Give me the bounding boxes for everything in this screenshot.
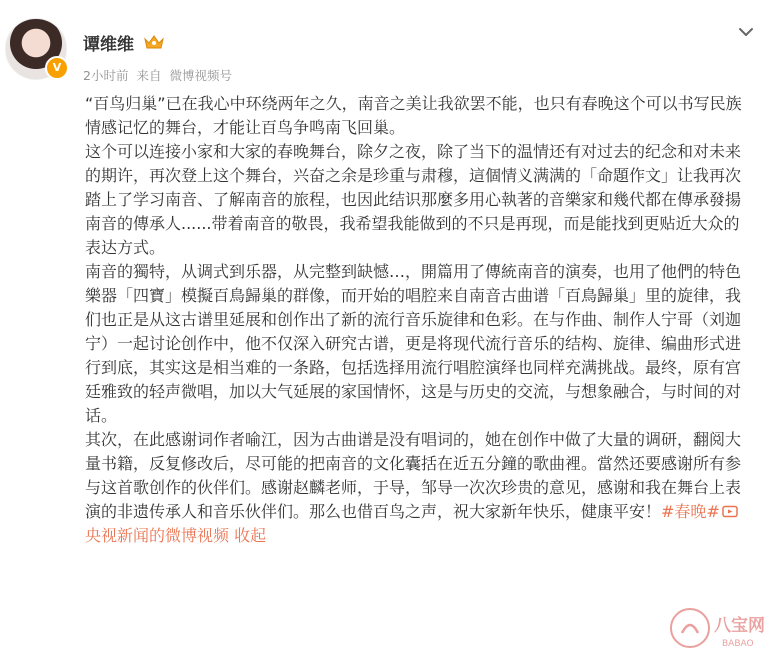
watermark-logo [668, 605, 774, 651]
post-paragraph-text: 其次，在此感谢词作者喻江，因为古曲谱是没有唱词的，她在创作中做了大量的调研，翻阅大量书籍，反复修改后，尽可能的把南音的文化囊括在近五分鐘的歌曲裡。當然还要感谢所有参与这首歌创作的伙伴们。感谢赵麟老师，于导，邹导一次次珍贵的意见，感谢和我在舞台上表演的非遗传承人和音乐伙伴们。那么也借百鸟之声，祝大家新年快乐，健康平安！ [85, 430, 742, 521]
watermark-subtext: BABAO [722, 639, 754, 649]
hashtag-link[interactable]: #春晚# [661, 502, 720, 521]
post-time[interactable]: 2小时前 [83, 68, 129, 83]
watermark-text: 八宝网 [714, 616, 765, 636]
post-meta [83, 66, 236, 84]
avatar-container[interactable] [5, 18, 67, 80]
post-paragraph: 这个可以连接小家和大家的春晚舞台，除夕之夜，除了当下的温情还有对过去的纪念和对未来的期许，再次登上这个舞台，兴奋之余是珍重与肃穆，這個情义满满的「命題作文」让我再次踏上了学习南音、了解南音的旅程，也因此结识那麼多用心執著的音樂家和幾代都在傳承發揚南音的傳承人......带着南音的敬畏，我希望我能做到的不只是再现，而是能找到更贴近大众的表达方式。 [85, 142, 742, 257]
author-name[interactable]: 谭维维 [83, 35, 134, 55]
video-link[interactable]: 央视新闻的微博视频 [85, 526, 230, 545]
source-prefix: 来自 [136, 68, 162, 83]
collapse-link[interactable]: 收起 [234, 526, 267, 545]
chevron-down-icon[interactable] [736, 22, 756, 42]
video-icon[interactable] [722, 505, 738, 518]
crown-badge-icon[interactable] [143, 34, 165, 50]
verified-icon: V [45, 56, 69, 80]
post-paragraph: 南音的獨特，从调式到乐器，从完整到缺憾…，開篇用了傳統南音的演奏，也用了他們的特色樂器「四寶」模擬百鳥歸巢的群像，而开始的唱腔来自南音古曲谱「百鳥歸巢」里的旋律，我们也正是从这古谱里延展和创作出了新的流行音乐旋律和色彩。在与作曲、制作人宁哥（刘迦宁）一起讨论创作中，他不仅深入研究古谱，更是将现代流行音乐的结构、旋律、编曲形式进行到底，其实这是相当难的一条路，包括选择用流行唱腔演绎也同样充满挑战。最终，原有宫廷雅致的轻声微唱，加以大气延展的家国情怀，这是与历史的交流，与想象融合，与时间的对话。 [85, 262, 742, 425]
post-paragraph: “百鸟归巢”已在我心中环绕两年之久，南音之美让我欲罢不能，也只有春晚这个可以书写民族情感记忆的舞台，才能让百鸟争鸣南飞回巢。 [85, 94, 742, 137]
post-content [85, 92, 755, 548]
post-paragraph-last [85, 428, 755, 548]
post-source[interactable]: 微博视频号 [169, 68, 232, 83]
